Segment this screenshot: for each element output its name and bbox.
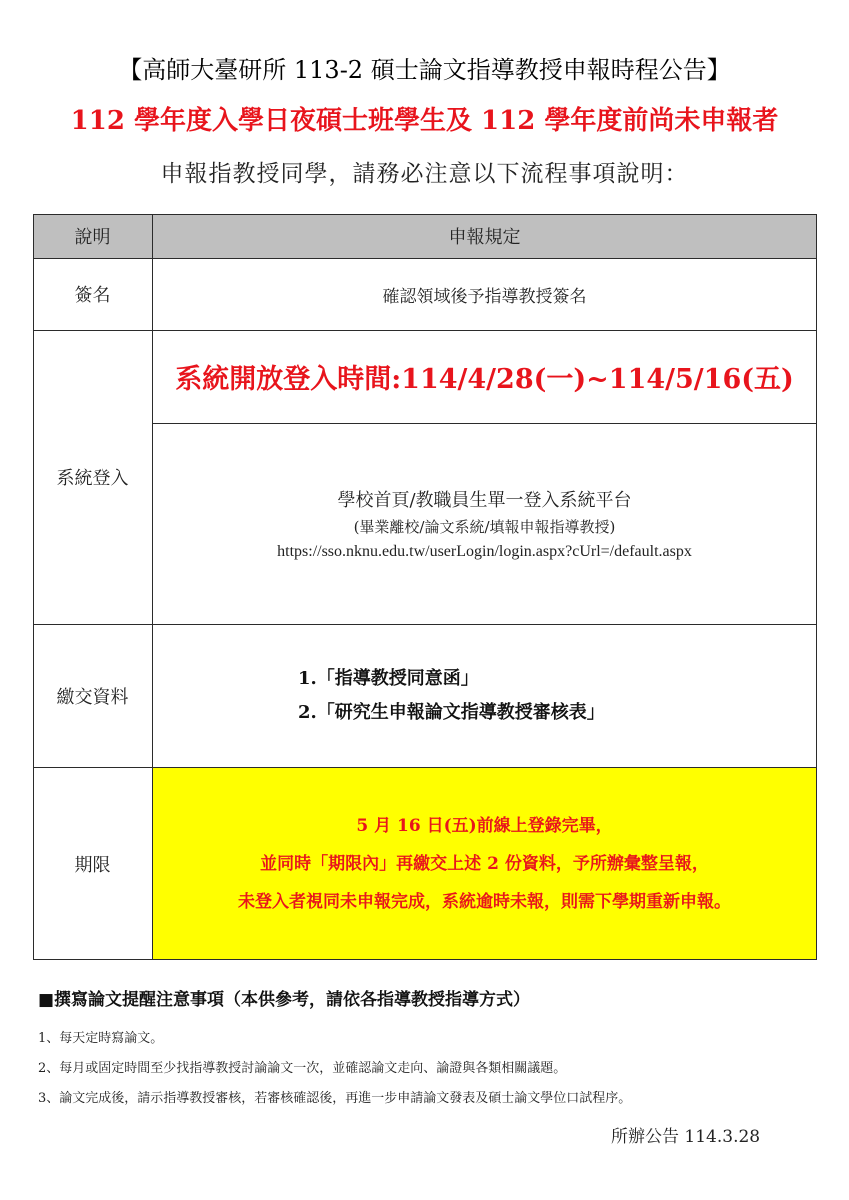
announcement-instruction: 申報指教授同學，請務必注意以下流程事項說明： [160, 161, 689, 187]
table-divider [33, 258, 817, 259]
row-label-signature: 簽名 [74, 285, 111, 306]
procedure-table [33, 214, 817, 960]
row-label-documents: 繳交資料 [56, 686, 129, 708]
login-platform-name: 學校首頁/教職員生單一登入系統平台 [337, 490, 632, 511]
deadline-line: 5 月 16 日(五)前線上登錄完畢， [356, 815, 613, 836]
login-url-link[interactable]: https://sso.nknu.edu.tw/userLogin/login.aspx?cUrl=/default.aspx [277, 543, 692, 560]
table-border [33, 214, 817, 215]
login-open-time-cell [152, 330, 817, 423]
documents-list [152, 624, 817, 767]
rule-signature: 確認領域後予指導教授簽名 [382, 286, 587, 307]
row-label-login: 系統登入 [56, 468, 129, 489]
document-item: 2.「研究生申報論文指導教授審核表」 [298, 701, 605, 723]
login-menu-path: (畢業離校/論文系統/填報申報指導教授) [353, 518, 616, 536]
col-header-description-label: 說明 [74, 227, 111, 248]
table-divider [33, 624, 817, 625]
login-open-time: 系統開放登入時間:114/4/28(一)~114/5/16(五) [175, 364, 794, 395]
col-header-rules-label: 申報規定 [448, 227, 521, 248]
table-border [33, 959, 817, 960]
writing-notes [38, 985, 828, 1114]
deadline-highlight [152, 767, 817, 960]
col-header-description [33, 214, 152, 258]
col-header-rules [152, 214, 817, 258]
table-divider [152, 214, 153, 960]
notes-heading: ■撰寫論文提醒注意事項（本供參考，請依各指導教授指導方式） [38, 990, 531, 1010]
table-divider [33, 330, 817, 331]
announcement-subtitle: 112 學年度入學日夜碩士班學生及 112 學年度前尚未申報者 [70, 106, 779, 136]
table-divider [152, 423, 817, 424]
deadline-line: 未登入者視同未申報完成，系統逾時未報，則需下學期重新申報。 [238, 891, 731, 912]
note-item: 3、論文完成後，請示指導教授審核，若審核確認後，再進一步申請論文發表及碩士論文學位口試程序。 [38, 1091, 632, 1106]
deadline-line: 並同時「期限內」再繳交上述 2 份資料，予所辦彙整呈報， [260, 853, 709, 874]
login-platform-cell [152, 423, 817, 624]
table-divider [33, 767, 817, 768]
office-signoff: 所辦公告 114.3.28 [611, 1127, 761, 1147]
row-label-deadline: 期限 [74, 854, 111, 876]
note-item: 2、每月或固定時間至少找指導教授討論論文一次，並確認論文走向、論證與各類相關議題。 [38, 1061, 567, 1076]
announcement-title: 【高師大臺研所 113-2 碩士論文指導教授申報時程公告】 [118, 56, 731, 84]
note-item: 1、每天定時寫論文。 [38, 1031, 164, 1046]
table-border [816, 214, 817, 960]
document-item: 1.「指導教授同意函」 [298, 667, 479, 689]
table-border [33, 214, 34, 960]
